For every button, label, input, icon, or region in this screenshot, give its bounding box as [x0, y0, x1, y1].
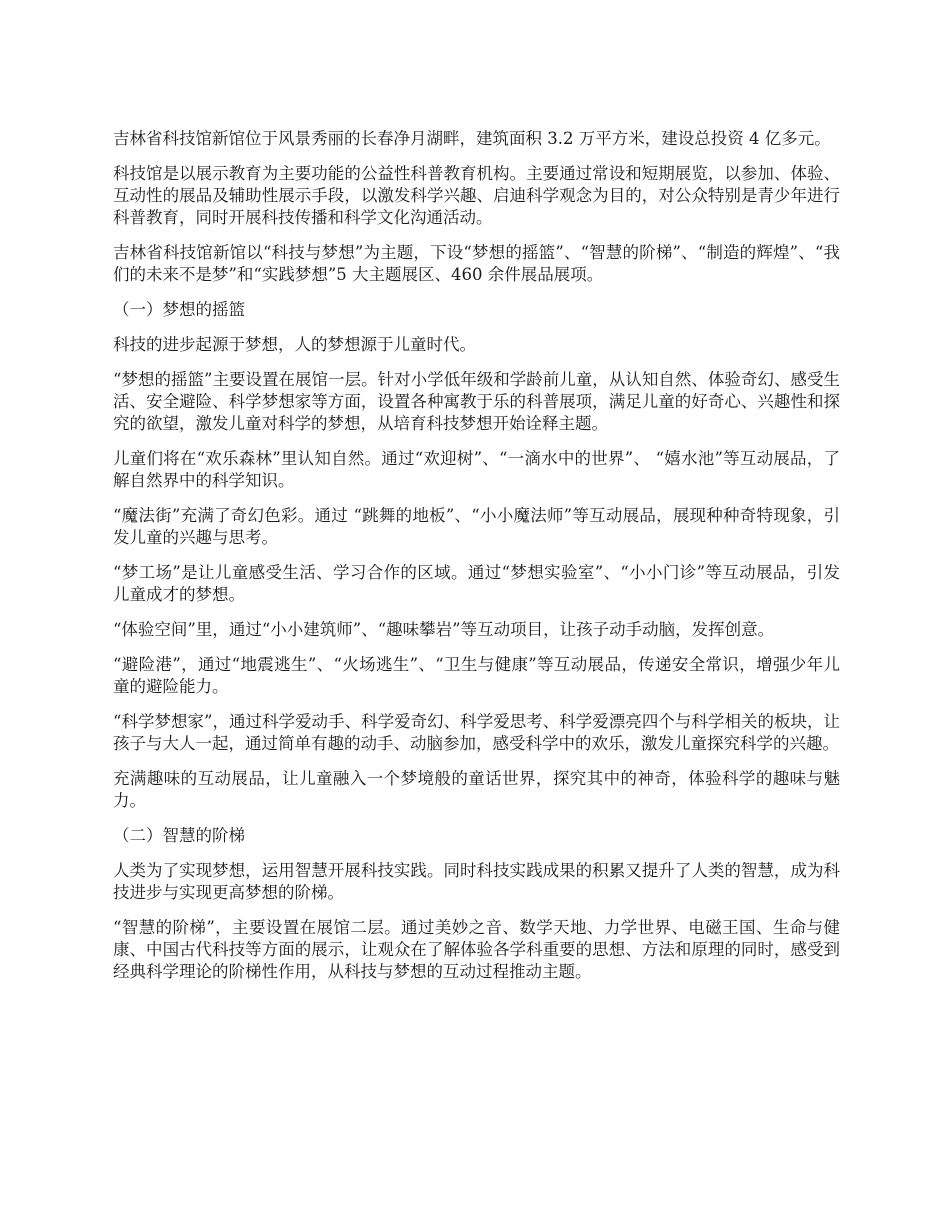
paragraph-theme-overview: 吉林省科技馆新馆以“科技与梦想”为主题，下设“梦想的摇篮”、“智慧的阶梯”、“制造的辉煌”、“我们的未来不是梦”和“实践梦想”5 大主题展区、460 余件展品展项。	[113, 243, 840, 284]
paragraph-dream-origin: 科技的进步起源于梦想，人的梦想源于儿童时代。	[113, 335, 476, 354]
paragraph-magic-street: “魔法街”充满了奇幻色彩。通过 “跳舞的地板”、“小小魔法师”等互动展品，展现种种奇特现象，引发儿童的兴趣与思考。	[113, 506, 840, 547]
section-heading-cradle-of-dreams: （一）梦想的摇篮	[113, 300, 245, 319]
paragraph-museum-function: 科技馆是以展示教育为主要功能的公益性科普教育机构。主要通过常设和短期展览，以参加、体验、互动性的展品及辅助性展示手段，以激发科学兴趣、启迪科学观念为目的，对公众特别是青少年进行科普教育，同时开展科技传播和科学文化沟通活动。	[113, 164, 840, 227]
document-page	[113, 128, 840, 996]
paragraph-wisdom-description: “智慧的阶梯”，主要设置在展馆二层。通过美妙之音、数学天地、力学世界、电磁王国、生命与健康、中国古代科技等方面的展示，让观众在了解体验各学科重要的思想、方法和原理的同时，感受到经典科学理论的阶梯性作用，从科技与梦想的互动过程推动主题。	[113, 918, 840, 981]
paragraph-intro-location: 吉林省科技馆新馆位于风景秀丽的长春净月湖畔，建筑面积 3.2 万平方米，建设总投资 4 亿多元。	[113, 129, 831, 148]
paragraph-science-dreamer: “科学梦想家”，通过科学爱动手、科学爱奇幻、科学爱思考、科学爱漂亮四个与科学相关的板块，让孩子与大人一起，通过简单有趣的动手、动脑参加，感受科学中的欢乐，激发儿童探究科学的兴趣。	[113, 712, 840, 753]
paragraph-safety-harbor: “避险港”，通过“地震逃生”、“火场逃生”、“卫生与健康”等互动展品，传递安全常识，增强少年儿童的避险能力。	[113, 655, 840, 696]
section-heading-ladder-of-wisdom: （二）智慧的阶梯	[113, 826, 245, 845]
paragraph-experience-space: “体验空间”里，通过“小小建筑师”、“趣味攀岩”等互动项目，让孩子动手动脑，发挥创意。	[113, 620, 775, 639]
paragraph-dream-factory: “梦工场”是让儿童感受生活、学习合作的区域。通过“梦想实验室”、“小小门诊”等互动展品，引发儿童成才的梦想。	[113, 563, 840, 604]
paragraph-cradle-description: “梦想的摇篮”主要设置在展馆一层。针对小学低年级和学龄前儿童，从认知自然、体验奇幻、感受生活、安全避险、科学梦想家等方面，设置各种寓教于乐的科普展项，满足儿童的好奇心、兴趣性和探究的欲望，激发儿童对科学的梦想，从培育科技梦想开始诠释主题。	[113, 370, 840, 433]
paragraph-interactive-summary: 充满趣味的互动展品，让儿童融入一个梦境般的童话世界，探究其中的神奇，体验科学的趣味与魅力。	[113, 769, 840, 810]
paragraph-wisdom-intro: 人类为了实现梦想，运用智慧开展科技实践。同时科技实践成果的积累又提升了人类的智慧，成为科技进步与实现更高梦想的阶梯。	[113, 861, 840, 902]
paragraph-happy-forest: 儿童们将在“欢乐森林”里认知自然。通过“欢迎树”、“一滴水中的世界”、 “嬉水池”等互动展品，了解自然界中的科学知识。	[113, 449, 840, 490]
